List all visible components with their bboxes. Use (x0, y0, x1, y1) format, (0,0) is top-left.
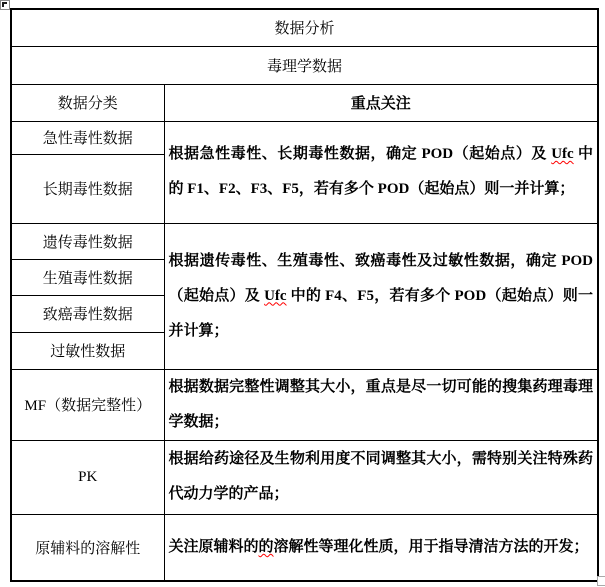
category-cell-allergenicity[interactable]: 过敏性数据 (11, 332, 164, 369)
move-handle-corner-icon (2, 2, 7, 7)
category-cell-longterm-toxicity[interactable]: 长期毒性数据 (11, 154, 164, 223)
focus-text-segment: 根据急性毒性、长期毒性数据，确定 POD（起始点）及 (168, 146, 552, 162)
focus-cell-acute-longterm[interactable] (164, 121, 598, 223)
focus-cell-mf[interactable] (164, 369, 598, 440)
category-cell-acute-toxicity[interactable]: 急性毒性数据 (11, 121, 164, 154)
focus-text-segment: 根据遗传毒性、生殖毒性、致癌毒性及过敏性数据，确定 POD（起始点）及 (168, 252, 594, 304)
category-cell-reproductive-toxicity[interactable]: 生殖毒性数据 (11, 259, 164, 295)
category-cell-genotoxicity[interactable]: 遗传毒性数据 (11, 223, 164, 259)
category-cell-mf-data-completeness[interactable]: MF（数据完整性） (11, 369, 164, 440)
focus-cell-pk[interactable] (164, 440, 598, 514)
table-resize-handle[interactable] (597, 576, 605, 586)
focus-text-segment: 根据数据完整性调整其大小，重点是尽一切可能的搜集药理毒理学数据； (168, 378, 594, 430)
focus-cell-geno-repro-carcino-allergy[interactable] (164, 223, 598, 369)
focus-text-segment: 中的 F4、F5，若有多个 POD（起始点）则一并计算； (168, 287, 594, 339)
toxicology-data-table (10, 8, 599, 582)
focus-text-segment: 溶解性等理化性质，用于指导清洁方法的开发； (273, 538, 589, 555)
category-cell-solubility[interactable]: 原辅料的溶解性 (11, 514, 164, 581)
table-subtitle-cell[interactable]: 毒理学数据 (11, 46, 598, 84)
focus-cell-solubility[interactable] (164, 514, 598, 581)
category-cell-carcinogenic-toxicity[interactable]: 致癌毒性数据 (11, 295, 164, 332)
table-title-cell[interactable]: 数据分析 (11, 9, 598, 46)
focus-text-segment: 中的 F1、F2、F3、F5，若有多个 POD（起始点）则一并计算； (168, 146, 593, 197)
category-cell-pk[interactable]: PK (11, 440, 164, 514)
table-move-handle[interactable] (0, 0, 10, 10)
column-header-category[interactable]: 数据分类 (11, 84, 164, 121)
spellcheck-flagged-text: Ufc (264, 287, 287, 304)
focus-text-segment: 根据给药途径及生物利用度不同调整其大小，需特别关注特殊药代动力学的产品； (168, 451, 594, 502)
column-header-focus[interactable]: 重点关注 (164, 84, 598, 121)
spellcheck-flagged-text: 的 (258, 538, 274, 555)
spellcheck-flagged-text: Ufc (551, 146, 574, 162)
focus-text-segment: 关注原辅料的 (168, 538, 259, 555)
